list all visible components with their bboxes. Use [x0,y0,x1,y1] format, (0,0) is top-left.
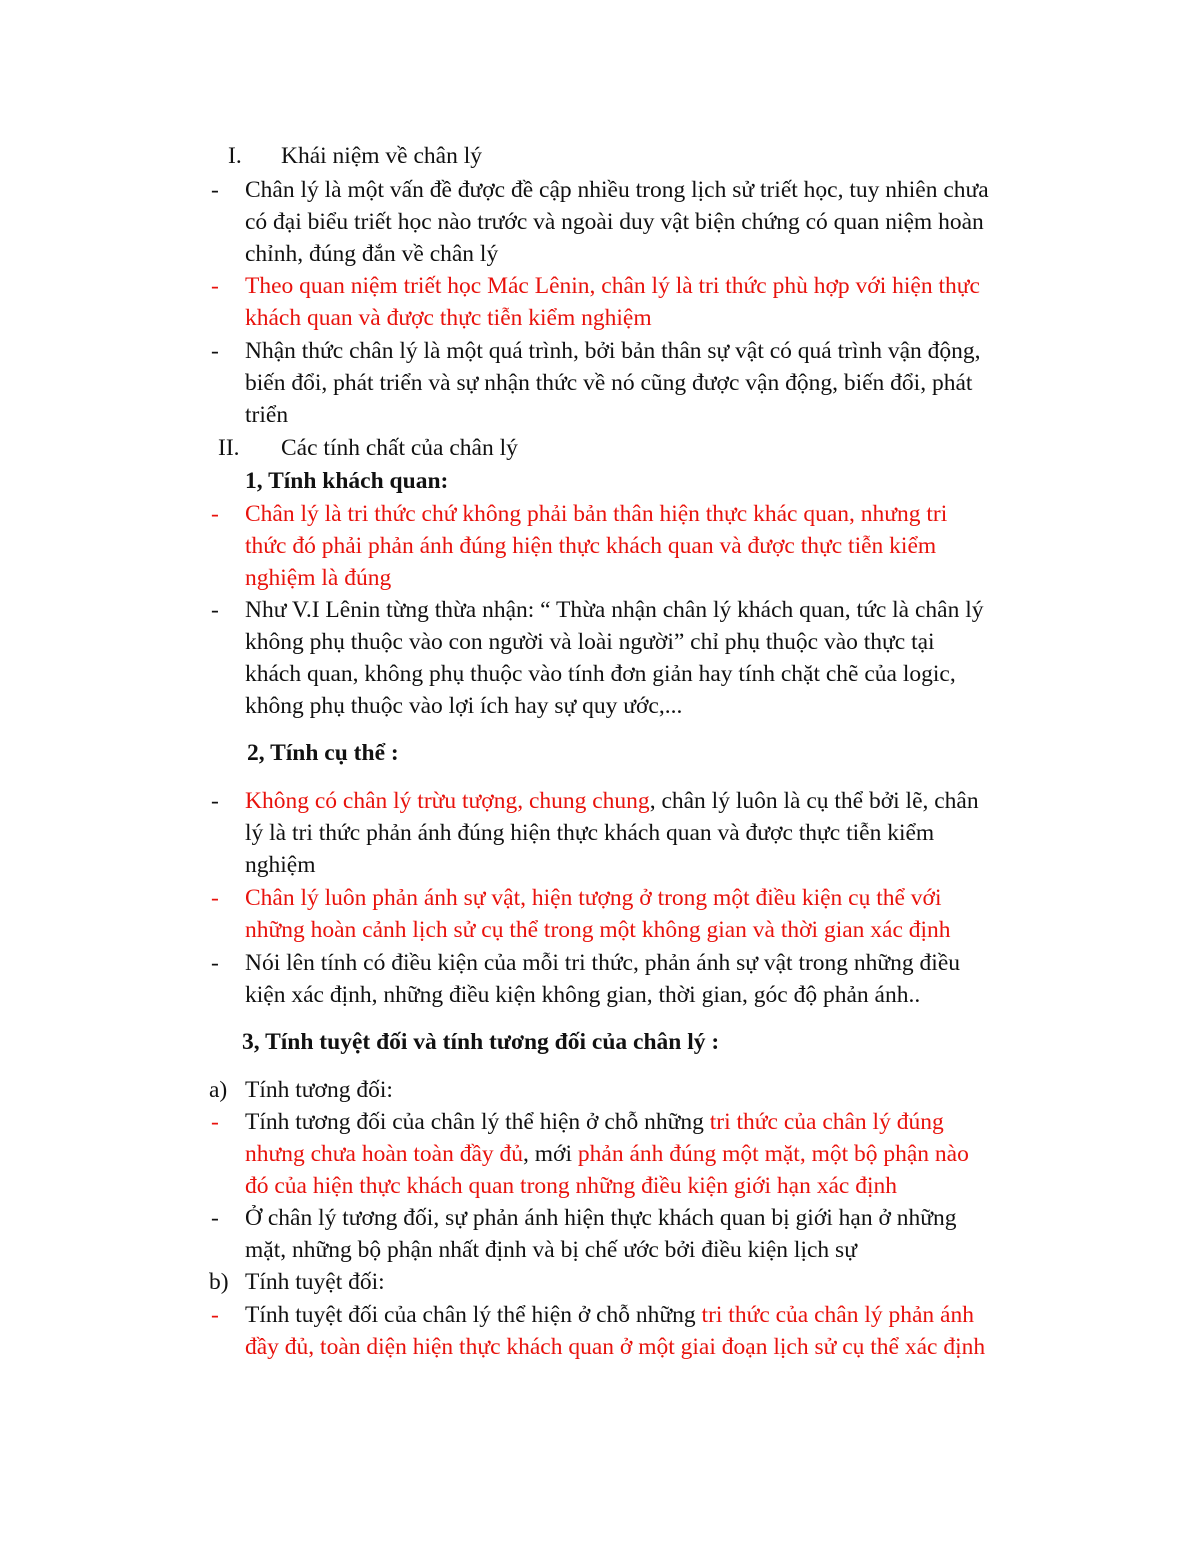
part-label: a) [209,1077,228,1103]
paragraph-text: triển [245,402,289,428]
paragraph-text [245,1107,944,1137]
highlighted-text: đầy đủ, toàn diện hiện thực khách quan ở một giai đoạn lịch sử cụ thể xác định [245,1334,986,1360]
paragraph-text: , mới [523,1141,578,1167]
paragraph-text: Tính tuyệt đối của chân lý thể hiện ở chỗ những [245,1302,702,1328]
paragraph-text: Như V.I Lênin từng thừa nhận: “ Thừa nhận chân lý khách quan, tức là chân lý [245,597,984,623]
section-title: Khái niệm về chân lý [281,143,482,169]
paragraph-text: , chân lý luôn là cụ thể bởi lẽ, chân [649,788,979,814]
bullet-dash: - [211,338,219,364]
part-label: b) [209,1269,229,1295]
section-numeral: II. [218,435,240,461]
section-numeral: I. [228,143,242,169]
paragraph-text: kiện xác định, những điều kiện không gian, thời gian, góc độ phản ánh.. [245,982,921,1008]
paragraph-text: lý là tri thức phản ánh đúng hiện thực khách quan và được thực tiễn kiểm [245,820,935,846]
bullet-dash: - [211,788,219,814]
highlighted-text: đó của hiện thực khách quan trong những điều kiện giới hạn xác định [245,1173,897,1199]
highlighted-text: phản ánh đúng một mặt, một bộ phận nào [577,1141,969,1167]
paragraph-text [245,786,979,816]
paragraph-text: không phụ thuộc vào con người và loài người” chỉ phụ thuộc vào thực tại [245,629,935,655]
bullet-dash: - [211,501,219,527]
highlighted-text: Theo quan niệm triết học Mác Lênin, chân lý là tri thức phù hợp với hiện thực [245,273,980,299]
bullet-dash: - [211,177,219,203]
highlighted-text: nghiệm là đúng [245,565,392,591]
paragraph-text [245,1139,969,1169]
paragraph-text: nghiệm [245,852,316,878]
section-title: Các tính chất của chân lý [281,435,518,461]
highlighted-text: Chân lý luôn phản ánh sự vật, hiện tượng ở trong một điều kiện cụ thể với [245,885,942,911]
subsection-title: 1, Tính khách quan: [245,468,449,494]
bullet-dash: - [211,950,219,976]
highlighted-text: khách quan và được thực tiễn kiểm nghiệm [245,305,652,331]
paragraph-text: có đại biểu triết học nào trước và ngoài duy vật biện chứng có quan niệm hoàn [245,209,984,235]
paragraph-text: không phụ thuộc vào lợi ích hay sự quy ước,... [245,693,683,719]
part-title: Tính tuyệt đối: [245,1269,385,1295]
bullet-dash: - [211,1205,219,1231]
highlighted-text: Chân lý là tri thức chứ không phải bản thân hiện thực khác quan, nhưng tri [245,501,948,527]
paragraph-text: biến đổi, phát triển và sự nhận thức về nó cũng được vận động, biến đổi, phát [245,370,973,396]
paragraph-text: Nhận thức chân lý là một quá trình, bởi bản thân sự vật có quá trình vận động, [245,338,981,364]
paragraph-text: Chân lý là một vấn đề được đề cập nhiều trong lịch sử triết học, tuy nhiên chưa [245,177,989,203]
highlighted-text: nhưng chưa hoàn toàn đầy đủ [245,1141,524,1167]
paragraph-text [245,1300,974,1330]
bullet-dash: - [211,597,219,623]
subsection-title: 3, Tính tuyệt đối và tính tương đối của chân lý : [242,1029,720,1055]
highlighted-text: tri thức của chân lý phản ánh [701,1302,974,1328]
bullet-dash: - [211,1302,219,1328]
paragraph-text: Ở chân lý tương đối, sự phản ánh hiện thực khách quan bị giới hạn ở những [245,1205,957,1231]
highlighted-text: những hoàn cảnh lịch sử cụ thể trong một không gian và thời gian xác định [245,917,951,943]
bullet-dash: - [211,1109,219,1135]
paragraph-text: Nói lên tính có điều kiện của mỗi tri thức, phản ánh sự vật trong những điều [245,950,960,976]
paragraph-text: mặt, những bộ phận nhất định và bị chế ước bởi điều kiện lịch sự [245,1237,857,1263]
paragraph-text: chỉnh, đúng đắn về chân lý [245,241,499,267]
paragraph-text: Tính tương đối của chân lý thể hiện ở chỗ những [245,1109,710,1135]
part-title: Tính tương đối: [245,1077,393,1103]
bullet-dash: - [211,273,219,299]
paragraph-text: khách quan, không phụ thuộc vào tính đơn giản hay tính chặt chẽ của logic, [245,661,956,687]
bullet-dash: - [211,885,219,911]
highlighted-text: thức đó phải phản ánh đúng hiện thực khách quan và được thực tiễn kiểm [245,533,937,559]
highlighted-text: tri thức của chân lý đúng [709,1109,944,1135]
subsection-title: 2, Tính cụ thể : [247,740,399,766]
highlighted-text: Không có chân lý trừu tượng, chung chung [245,788,650,814]
